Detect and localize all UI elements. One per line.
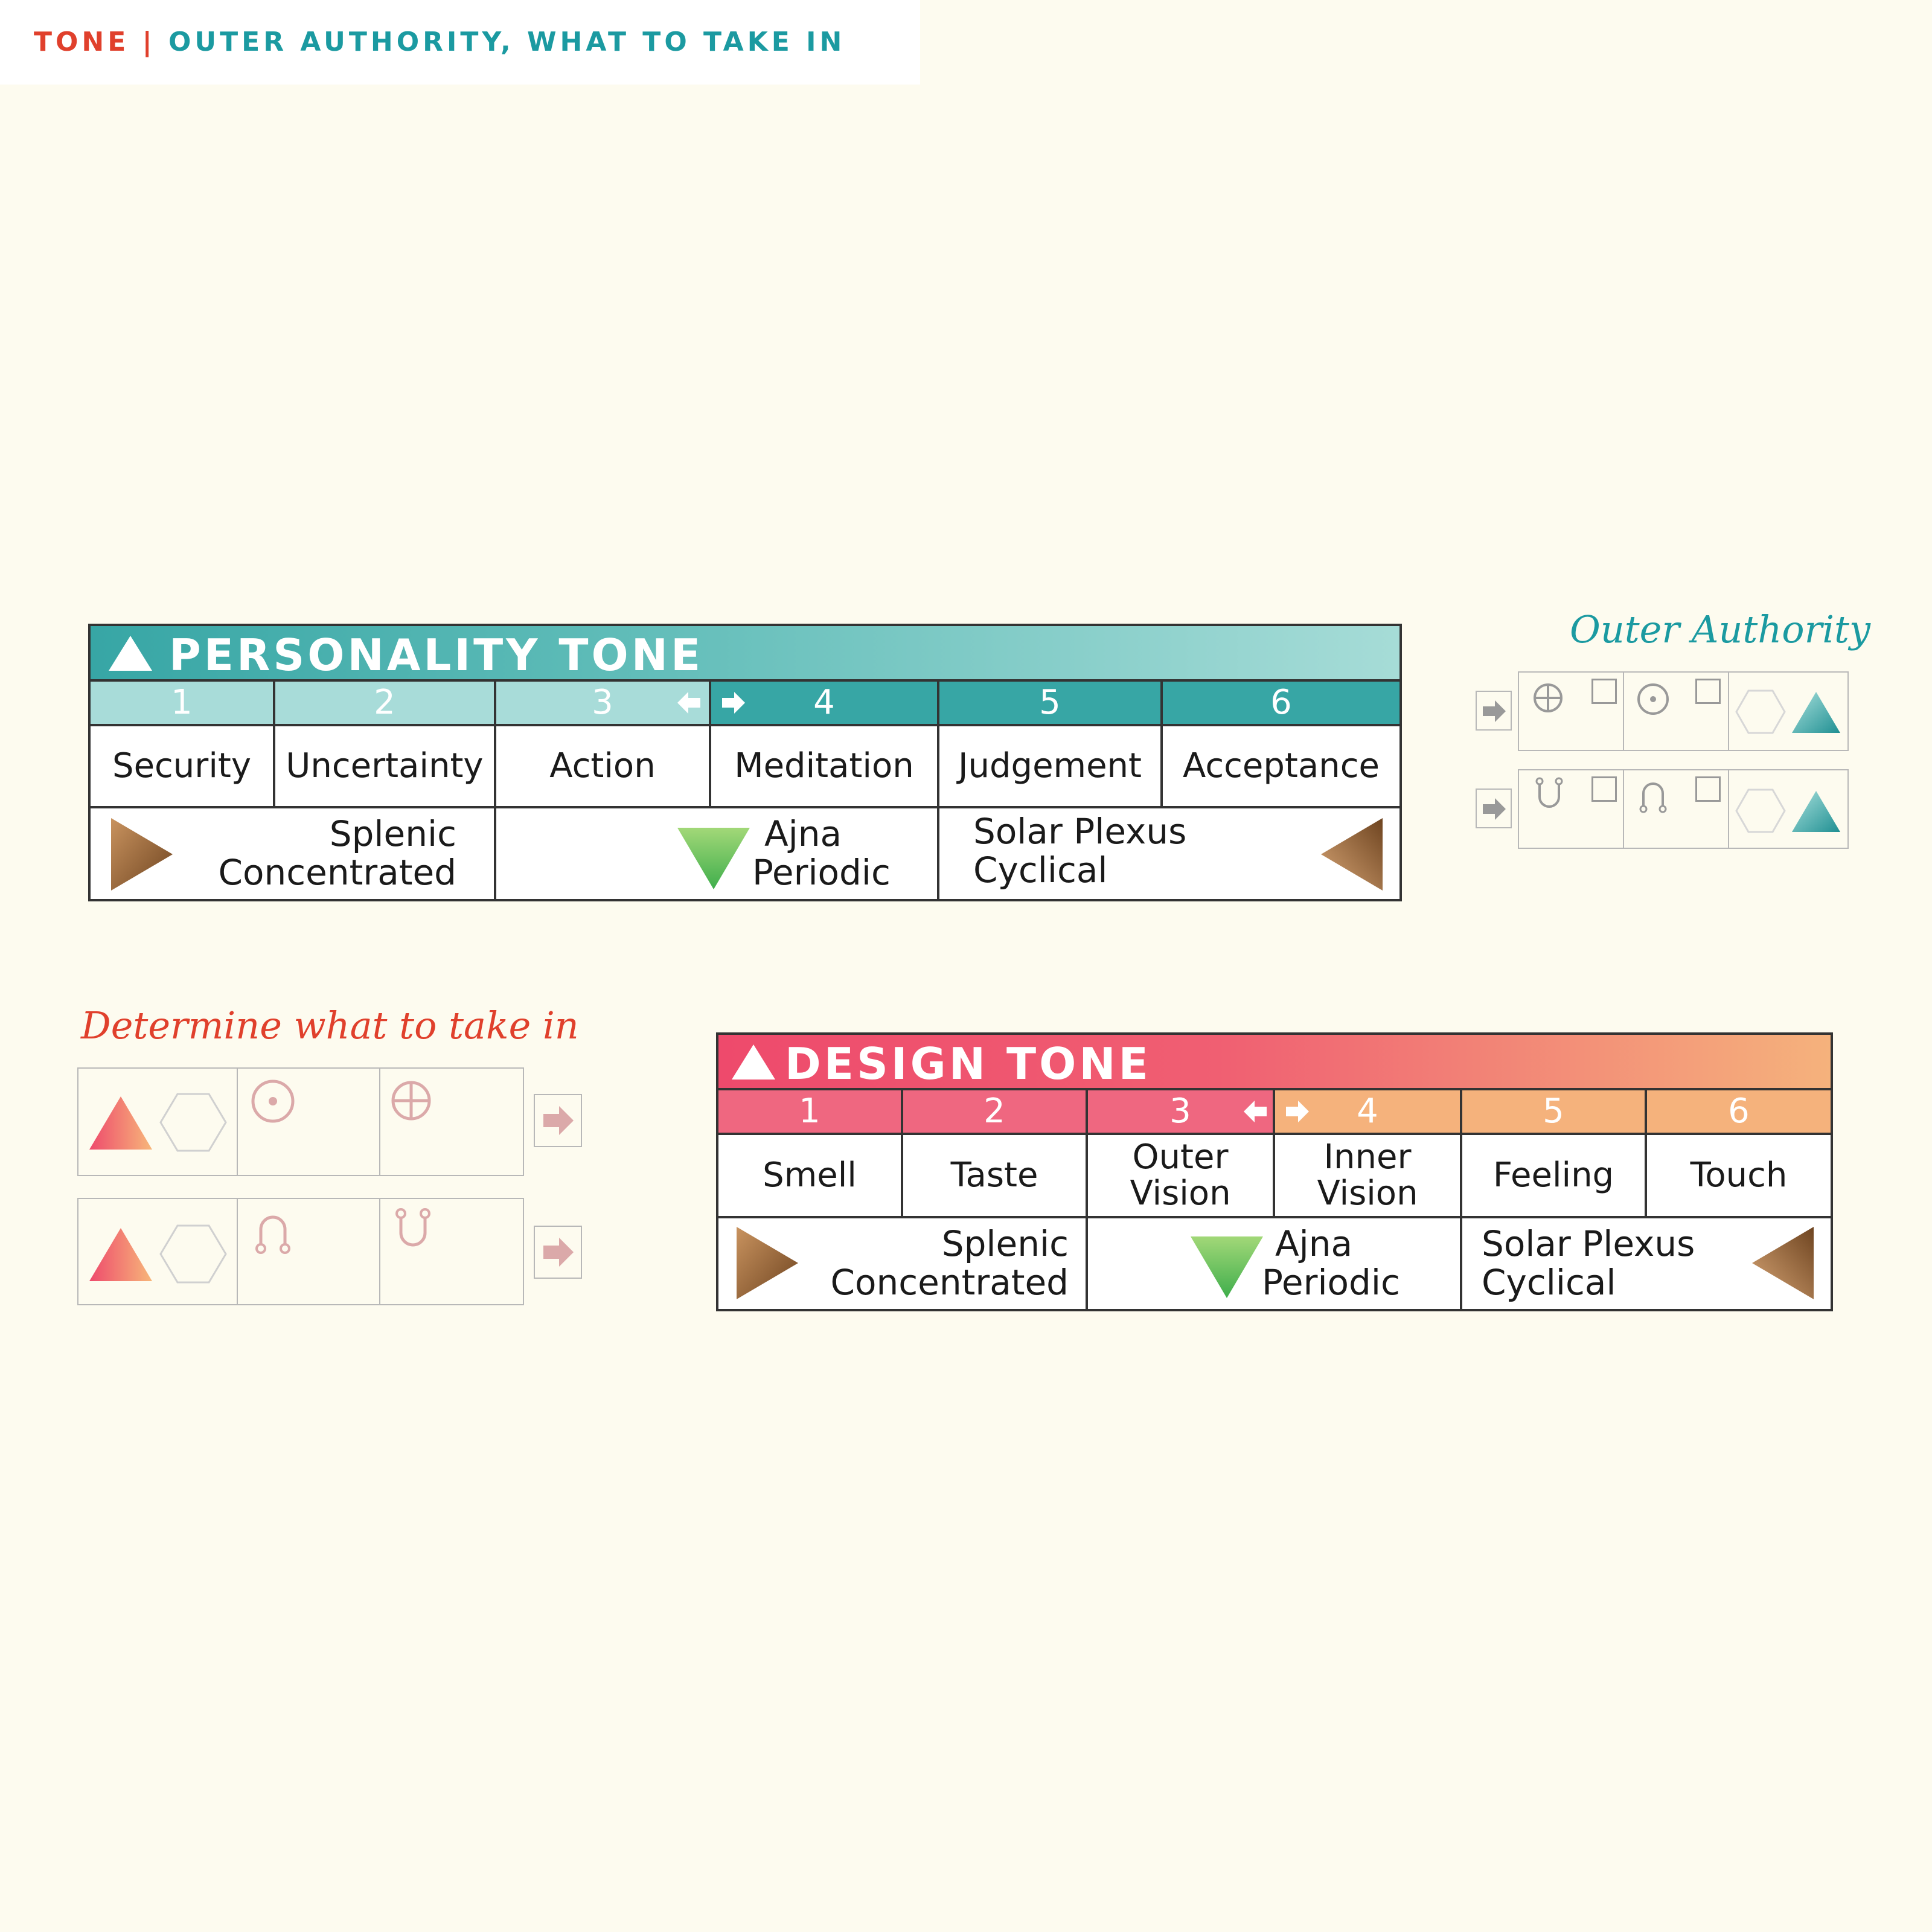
tone-word-inner-vision <box>1275 1135 1462 1216</box>
tone-number-4 <box>1275 1090 1462 1133</box>
take-in-arrow-box-1 <box>534 1094 582 1147</box>
design-title-bar <box>718 1035 1831 1090</box>
tone-word-judgement: Judgement <box>939 726 1163 806</box>
authority-solar-plexus <box>939 808 1399 899</box>
page-title <box>34 27 845 57</box>
tone-number-3 <box>496 682 711 724</box>
feeling-label: Feeling <box>1492 1156 1614 1195</box>
checkbox[interactable] <box>1591 776 1617 802</box>
tone-number-5: 5 <box>939 682 1163 724</box>
tone-word-uncertainty: Uncertainty <box>275 726 496 806</box>
tone-number-6: 6 <box>1163 682 1399 724</box>
triangle-right-icon <box>734 1226 801 1300</box>
triangle-up-icon <box>88 1095 153 1151</box>
hexagon-icon <box>1735 788 1786 833</box>
triangle-down-icon <box>676 825 751 892</box>
ajna-label: Ajna <box>764 813 842 854</box>
checkbox[interactable] <box>1591 679 1617 704</box>
splenic-label: Splenic <box>941 1223 1069 1264</box>
personality-title-bar <box>91 626 1399 682</box>
tone-number-1: 1 <box>718 1090 903 1133</box>
south-node-icon <box>1531 775 1567 815</box>
vision-label: Vision <box>1130 1174 1231 1213</box>
authority-ajna <box>1088 1218 1462 1309</box>
hexagon-icon <box>1735 689 1786 734</box>
header-tab <box>0 0 920 85</box>
authority-splenic <box>718 1218 1088 1309</box>
ajna-label: Ajna <box>1275 1223 1353 1264</box>
tone-number-4-label: 4 <box>813 683 835 722</box>
hexagon-icon <box>159 1224 227 1284</box>
tone-word-outer-vision <box>1088 1135 1275 1216</box>
north-node-icon <box>249 1206 297 1258</box>
personality-title: PERSONALITY TONE <box>169 630 704 680</box>
arrow-right-icon <box>1480 797 1507 821</box>
tone-number-4 <box>711 682 939 724</box>
tone-number-3-label: 3 <box>592 683 613 722</box>
take-in-arrow-box-2 <box>534 1226 582 1279</box>
hexagon-icon <box>159 1093 227 1152</box>
periodic-label: Periodic <box>752 852 891 893</box>
tone-word-smell <box>718 1135 903 1216</box>
tone-number-2: 2 <box>903 1090 1088 1133</box>
determine-label: Determine what to take in <box>81 1003 579 1048</box>
triangle-up-icon <box>107 635 153 672</box>
smell-label: Smell <box>763 1156 857 1195</box>
authority-solar-plexus <box>1462 1218 1831 1309</box>
triangle-right-icon <box>109 817 175 892</box>
checkbox[interactable] <box>1695 776 1721 802</box>
authority-ajna <box>496 808 939 899</box>
solar-plexus-label: Solar Plexus <box>1482 1223 1695 1264</box>
cyclical-label: Cyclical <box>973 849 1108 891</box>
arrow-right-icon <box>720 691 746 715</box>
personality-number-row <box>91 682 1399 726</box>
checkbox[interactable] <box>1695 679 1721 704</box>
oa-row-1 <box>1518 671 1849 751</box>
taste-label: Taste <box>950 1156 1038 1195</box>
tone-number-5: 5 <box>1462 1090 1647 1133</box>
tone-word-feeling <box>1462 1135 1647 1216</box>
arrow-right-icon <box>541 1236 575 1268</box>
tone-number-3-label: 3 <box>1169 1092 1191 1131</box>
arrow-left-icon <box>1243 1099 1269 1124</box>
tone-word-acceptance: Acceptance <box>1183 746 1380 785</box>
north-node-icon <box>1635 776 1671 816</box>
tone-number-1: 1 <box>91 682 275 724</box>
touch-label: Touch <box>1690 1156 1788 1195</box>
solar-plexus-label: Solar Plexus <box>973 811 1187 852</box>
triangle-down-icon <box>1189 1234 1264 1300</box>
triangle-up-icon <box>731 1043 776 1081</box>
oa-row-2 <box>1518 769 1849 849</box>
design-word-row <box>718 1135 1831 1218</box>
earth-icon <box>1531 681 1565 715</box>
tone-number-3 <box>1088 1090 1275 1133</box>
triangle-left-icon <box>1319 817 1385 892</box>
arrow-right-icon <box>1284 1099 1310 1124</box>
triangle-up-icon <box>88 1227 153 1282</box>
cyclical-label: Cyclical <box>1482 1262 1616 1303</box>
design-tone-table <box>716 1032 1833 1311</box>
authority-splenic <box>91 808 496 899</box>
tone-number-2: 2 <box>275 682 496 724</box>
design-authority-row <box>718 1218 1831 1309</box>
vision-label: Vision <box>1317 1174 1418 1213</box>
tone-word-security: Security <box>91 726 275 806</box>
triangle-left-icon <box>1750 1226 1816 1300</box>
take-in-row-1 <box>77 1067 524 1176</box>
oa-arrow-box-2 <box>1476 788 1512 828</box>
triangle-up-icon <box>1791 790 1841 833</box>
tone-number-4-label: 4 <box>1357 1092 1378 1131</box>
oa-arrow-box-1 <box>1476 691 1512 731</box>
splenic-label: Splenic <box>329 813 456 854</box>
title-tone: TONE <box>34 27 130 57</box>
title-separator: | <box>129 27 169 57</box>
concentrated-label: Concentrated <box>830 1262 1069 1303</box>
sun-icon <box>1635 681 1671 717</box>
periodic-label: Periodic <box>1262 1262 1400 1303</box>
tone-number-6: 6 <box>1647 1090 1831 1133</box>
arrow-right-icon <box>541 1105 575 1136</box>
take-in-row-2 <box>77 1198 524 1305</box>
design-number-row <box>718 1090 1831 1135</box>
triangle-up-icon <box>1791 691 1841 734</box>
sun-icon <box>249 1077 297 1125</box>
outer-authority-label: Outer Authority <box>1570 607 1870 651</box>
personality-authority-row <box>91 808 1399 899</box>
earth-icon <box>389 1078 433 1123</box>
design-title: DESIGN TONE <box>785 1038 1151 1089</box>
tone-word-taste <box>903 1135 1088 1216</box>
personality-tone-table <box>88 624 1402 901</box>
tone-word-action: Action <box>496 726 711 806</box>
inner-label: Inner <box>1323 1137 1412 1177</box>
personality-word-row <box>91 726 1399 808</box>
south-node-icon <box>389 1205 437 1257</box>
arrow-left-icon <box>676 691 703 715</box>
title-subtitle: OUTER AUTHORITY, WHAT TO TAKE IN <box>168 27 846 57</box>
tone-word-touch <box>1647 1135 1831 1216</box>
tone-word-meditation: Meditation <box>711 726 939 806</box>
arrow-right-icon <box>1480 699 1507 723</box>
outer-label: Outer <box>1132 1137 1229 1177</box>
concentrated-label: Concentrated <box>218 852 456 893</box>
